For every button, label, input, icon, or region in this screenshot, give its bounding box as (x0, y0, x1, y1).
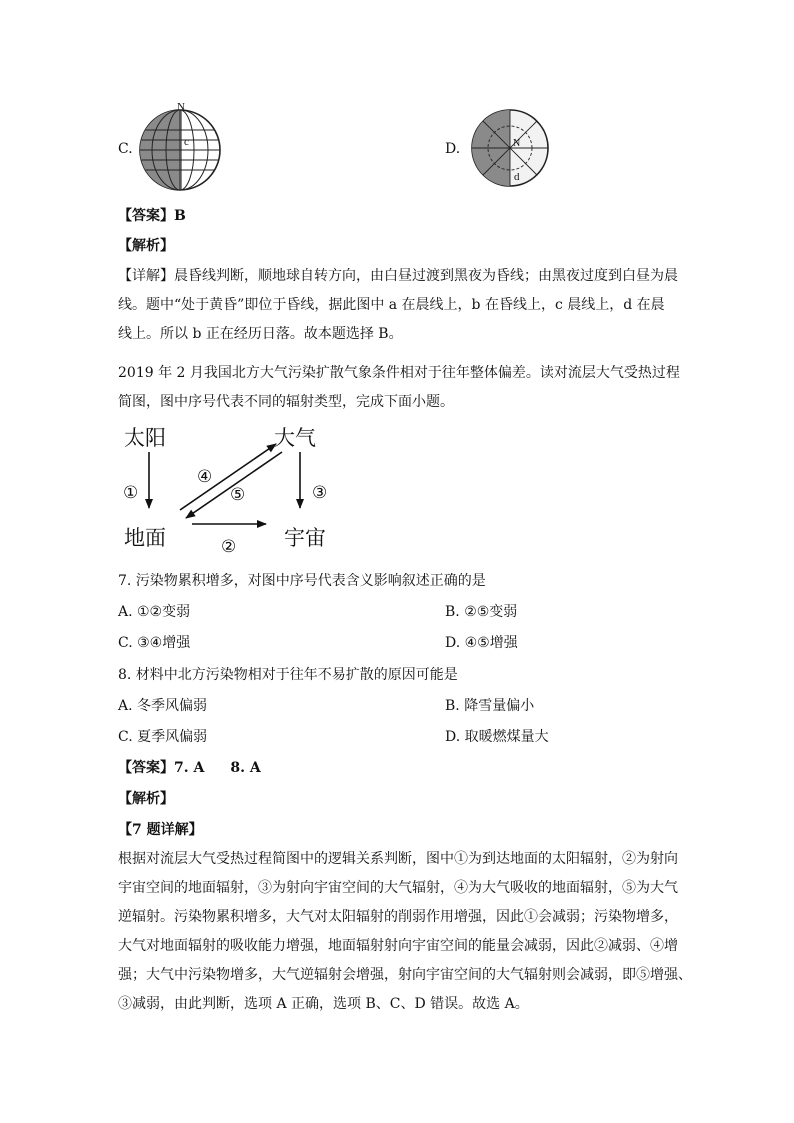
answer-8: 8. A (230, 760, 261, 776)
q7-detail-header: 【7 题详解】 (118, 822, 203, 838)
q7-option-a: A. ①②变弱 (118, 604, 191, 620)
globe-c-north-label: N (177, 101, 185, 113)
q6-answer: 【答案】B (118, 208, 186, 224)
diagram-atmosphere-label: 大气 (274, 426, 316, 450)
globe-d-point-label: d (514, 171, 520, 183)
option-d-label: D. (445, 141, 461, 157)
diagram-radiation-2: ② (221, 537, 237, 557)
q6-detail-line: 线上。所以 b 正在经历日落。故本题选择 B。 (118, 326, 403, 342)
q7-option-b: B. ②⑤变弱 (445, 604, 518, 620)
diagram-radiation-5: ⑤ (230, 485, 246, 505)
diagram-sun-label: 太阳 (124, 426, 166, 450)
q8-stem: 8. 材料中北方污染物相对于往年不易扩散的原因可能是 (118, 667, 458, 683)
q6-detail (118, 262, 678, 349)
q8-option-a: A. 冬季风偏弱 (118, 698, 208, 714)
q7-detail-line: 大气对地面辐射的吸收能力增强，地面辐射射向宇宙空间的能量会减弱，因此②减弱、④增 (118, 938, 678, 954)
globe-c-figure (138, 103, 226, 193)
q7-detail (118, 845, 692, 1019)
q6-analysis-header: 【解析】 (118, 238, 174, 254)
globe-d-north-label: N (513, 138, 521, 149)
answers-label: 【答案】 (118, 760, 174, 776)
heating-process-diagram (118, 420, 348, 555)
q6-detail-line: 【详解】晨昏线判断，顺地球自转方向，由白昼过渡到黑夜为昏线；由黑夜过度到白昼为晨 (118, 268, 678, 284)
q7-detail-line: 逆辐射。污染物累积增多，大气对太阳辐射的削弱作用增强，因此①会减弱；污染物增多， (118, 909, 678, 925)
q7-detail-line: ③减弱，由此判断，选项 A 正确，选项 B、C、D 错误。故选 A。 (118, 996, 529, 1012)
globe-c-point-label: c (184, 136, 189, 148)
answers-analysis-header: 【解析】 (118, 791, 174, 807)
q7-detail-line: 强；大气中污染物增多，大气逆辐射会增强，射向宇宙空间的大气辐射则会减弱，即⑤增强、 (118, 967, 692, 983)
q8-option-b: B. 降雪量偏小 (445, 698, 535, 714)
diagram-radiation-1: ① (123, 483, 139, 503)
q7-option-c: C. ③④增强 (118, 635, 191, 651)
material-line: 2019 年 2 月我国北方大气污染扩散气象条件相对于往年整体偏差。读对流层大气受热过程 (118, 365, 680, 381)
diagram-ground-label: 地面 (124, 526, 166, 550)
q8-option-c: C. 夏季风偏弱 (118, 729, 208, 745)
q7-detail-line: 根据对流层大气受热过程简图中的逻辑关系判断，图中①为到达地面的太阳辐射，②为射向 (118, 851, 678, 867)
option-c-label: C. (118, 141, 133, 157)
globe-d-figure (470, 108, 550, 188)
material-line: 简图，图中序号代表不同的辐射类型，完成下面小题。 (118, 394, 454, 410)
diagram-radiation-3: ③ (312, 483, 328, 503)
diagram-universe-label: 宇宙 (284, 526, 326, 550)
q7-option-d: D. ④⑤增强 (445, 635, 518, 651)
material-text (118, 359, 678, 417)
arrow-ground-to-atmosphere (180, 444, 276, 510)
q7-detail-line: 宇宙空间的地面辐射，③为射向宇宙空间的大气辐射，④为大气吸收的地面辐射，⑤为大气 (118, 880, 678, 896)
answers-row (118, 759, 261, 777)
q8-option-d: D. 取暖燃煤量大 (445, 729, 549, 745)
answer-7: 7. A (174, 760, 205, 776)
diagram-radiation-4: ④ (197, 467, 213, 487)
q6-detail-line: 线。题中“处于黄昏”即位于昏线，据此图中 a 在晨线上，b 在昏线上，c 晨线上，d 在晨 (118, 297, 665, 313)
q7-stem: 7. 污染物累积增多，对图中序号代表含义影响叙述正确的是 (118, 573, 486, 589)
